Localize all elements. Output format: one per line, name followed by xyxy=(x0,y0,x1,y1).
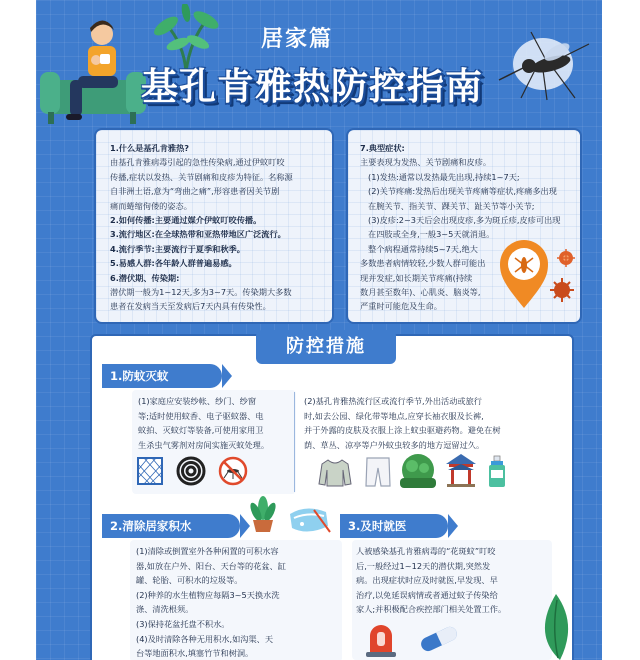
leaf-decoration-icon xyxy=(530,594,580,660)
info-line: 患者在发病当天至发病后7天内具有传染性。 xyxy=(110,301,271,312)
water-container-icon xyxy=(286,506,332,536)
section-heading-seek-medical: 3.及时就医 xyxy=(340,514,448,538)
info-line: 痛而蜷缩佝偻的姿态。 xyxy=(110,200,192,211)
info-line: (2)关节疼痛:发热后出现关节疼痛等症状,疼痛多出现 xyxy=(368,186,557,197)
info-line: 多数患者病情较轻,少数人群可能出 xyxy=(360,258,486,269)
section-divider xyxy=(294,392,295,492)
pavilion-icon xyxy=(444,452,478,488)
info-line: 5.易感人群:各年龄人群普遍易感。 xyxy=(110,258,237,269)
info-line: 3.流行地区:在全球热带和亚热带地区广泛流行。 xyxy=(110,229,286,240)
prevention-measures-title: 防控措施 xyxy=(256,330,396,364)
info-line: 6.潜伏期、传染期: xyxy=(110,272,180,283)
header-subtitle: 居家篇 xyxy=(261,27,334,52)
info-card-left xyxy=(94,128,334,324)
long-pants-icon xyxy=(364,456,392,488)
section-seek-medical-text: 人被感染基孔肯雅病毒的“花斑蚊”叮咬 后,一般经过1~12天的潜伏期,突然发 病。出现症状时应及时就医,早发现、早 治疗,以免延误病情或者通过蚊子传染给 家人;并积极配合疾控部门相关处置工作。 xyxy=(356,546,507,615)
header-title: 基孔肯雅热防控指南 xyxy=(141,65,483,108)
ambulance-siren-icon xyxy=(362,618,400,658)
mosquito-warning-pin-icon xyxy=(498,238,580,316)
no-mosquito-icon xyxy=(218,456,248,486)
mosquito-illustration xyxy=(491,24,596,104)
section-clear-water-text: (1)清除或倒置室外各种闲置的可积水容 器,如放在户外、阳台、天台等的花盆、缸 罐、轮胎、可积水的垃圾等。 (2)种养的水生植物应每隔3~5天换水洗 涤、清洗根须。 (3)保持花盆托盘不积水。 (4)及时清除各种无用积水,如沟渠、天 台等地面积水,填塞竹节和树洞。 xyxy=(136,546,286,659)
screen-net-icon xyxy=(136,456,164,486)
info-line: (3)皮疹:2~3天后会出现皮疹,多为斑丘疹,皮疹可出现 xyxy=(368,215,561,226)
medicine-capsule-icon xyxy=(416,624,462,654)
info-card-right xyxy=(346,128,582,324)
info-line: (1)发热:通常以发热最先出现,持续1~7天; xyxy=(368,171,520,182)
info-line: 数月甚至数年)、心肌炎、脑炎等, xyxy=(360,287,481,298)
section-heading-clear-water: 2.清除居家积水 xyxy=(102,514,240,538)
mosquito-coil-icon xyxy=(176,456,206,486)
info-line: 1.什么是基孔肯雅热? xyxy=(110,143,190,153)
potted-plant-icon xyxy=(248,494,278,534)
section-mosquito-control-left-text: (1)家庭应安装纱帐、纱门、纱窗 等;适时使用蚊香、电子驱蚊器、电 蚊拍、灭蚊灯等装备,可使用家用卫 生杀虫气雾剂对房间实施灭蚊处理。 xyxy=(138,396,270,450)
repellent-spray-icon xyxy=(486,454,508,488)
header xyxy=(36,0,602,128)
poster xyxy=(36,0,602,660)
info-line: 主要表现为发热、关节剧痛和皮疹。 xyxy=(360,157,492,168)
info-line: 潜伏期一般为1~12天,多为3~7天。传染期大多数 xyxy=(110,287,292,298)
info-line: 在四肢或全身,一般3~5天就消退。 xyxy=(368,229,495,240)
info-line: 在腕关节、指关节、踝关节、趾关节等小关节; xyxy=(368,200,535,211)
info-line: 4.流行季节:主要流行于夏季和秋季。 xyxy=(110,243,245,254)
info-line: 严重时可能危及生命。 xyxy=(360,301,442,312)
info-card-left-text xyxy=(110,141,332,314)
info-line: 7.典型症状: xyxy=(360,143,405,153)
info-line: 2.如何传播:主要通过媒介伊蚊叮咬传播。 xyxy=(110,215,262,226)
section-heading-mosquito-control: 1.防蚊灭蚊 xyxy=(102,364,222,388)
info-line: 现并发症,如长期关节疼痛(持续 xyxy=(360,272,473,283)
park-tree-icon xyxy=(400,454,436,488)
person-on-sofa-illustration xyxy=(40,20,150,128)
info-line: 传播,症状以发热、关节剧痛和皮疹为特征。名称源 xyxy=(110,171,293,182)
info-line: 由基孔肯雅病毒引起的急性传染病,通过伊蚊叮咬 xyxy=(110,157,285,168)
info-line: 自非洲土语,意为“弯曲之痛”,形容患者因关节剧 xyxy=(110,186,280,197)
section-mosquito-control-right-text: (2)基孔肯雅热流行区或流行季节,外出活动或旅行 时,如去公园、绿化带等地点,应穿长袖衣服及长裤, 并于外露的皮肤及衣服上涂上蚊虫驱避药物。避免在树 荫、草丛、凉亭等户外蚊虫较多的地方逗留过久。 xyxy=(304,396,501,450)
info-line: 整个病程通常持续5~7天,绝大 xyxy=(368,243,478,254)
long-sleeve-shirt-icon xyxy=(318,458,352,488)
